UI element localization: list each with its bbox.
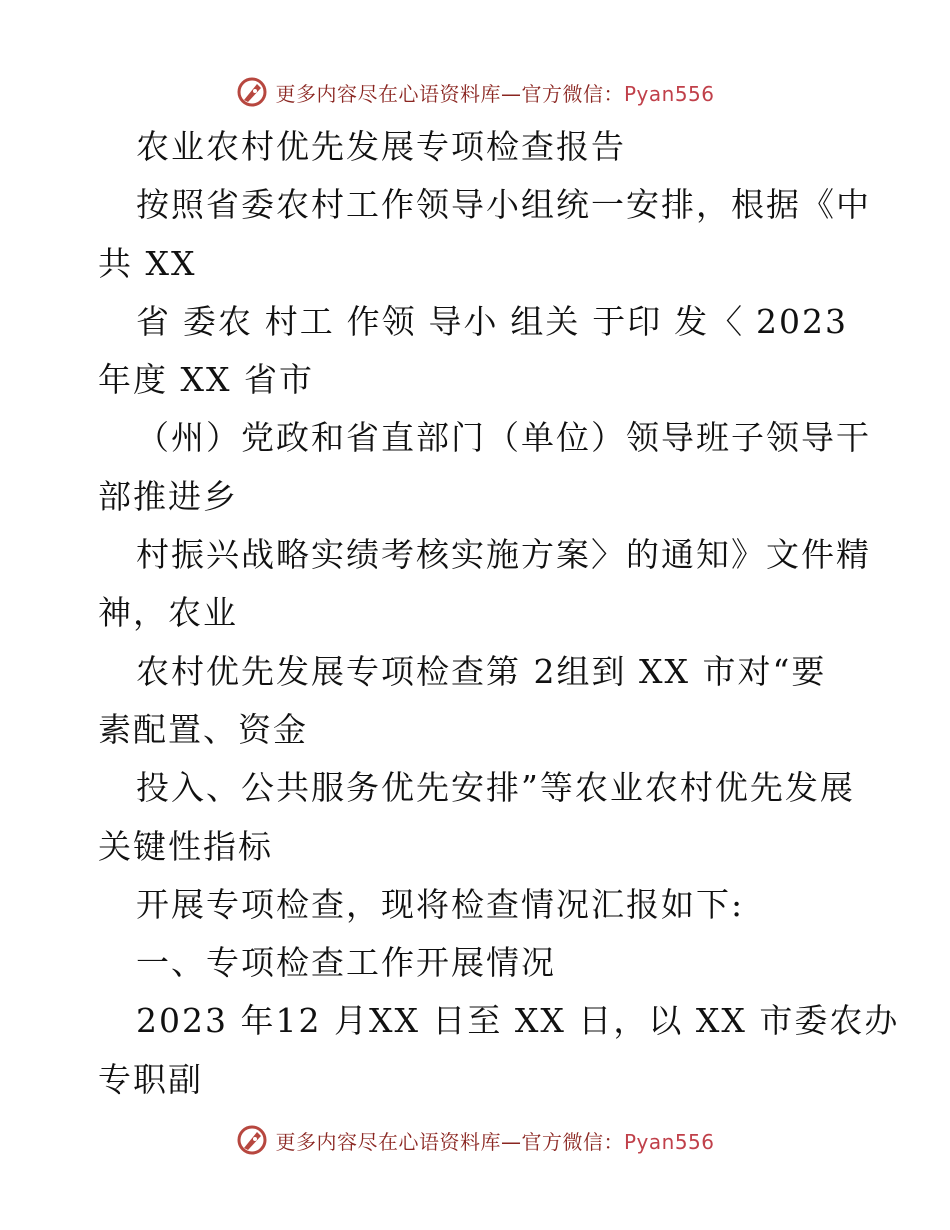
paragraph-line: 专职副: [98, 1059, 203, 1099]
spaced-text-chunk: 组关: [510, 301, 581, 341]
spaced-text-chunk: 导小: [428, 301, 499, 341]
pen-nib-logo-icon: [235, 75, 269, 109]
paragraph-line: 农村优先发展专项检查第 2组到 XX 市对“要: [136, 651, 827, 691]
spaced-text-chunk: 委农: [182, 301, 253, 341]
paragraph-line: 共 XX: [98, 243, 197, 283]
paragraph-line: 按照省委农村工作领导小组统一安排，根据《中: [136, 185, 871, 225]
paragraph-line-spaced: [98, 293, 848, 351]
paragraph-line: （州）党政和省直部门（单位）领导班子领导干: [136, 418, 871, 458]
document-body: [98, 118, 900, 1109]
paragraph-line: 神，农业: [98, 593, 238, 633]
watermark-wechat-id: Pyan556: [623, 81, 715, 106]
watermark-header: [0, 72, 950, 112]
section-heading: 一、专项检查工作开展情况: [136, 943, 556, 983]
watermark-text: 更多内容尽在心语资料库—官方微信：Pyan556: [275, 81, 715, 106]
pen-nib-logo-icon: [235, 1123, 269, 1157]
paragraph-line: 关键性指标: [98, 826, 273, 866]
paragraph-line: 部推进乡: [98, 476, 238, 516]
spaced-text-chunk: 作领: [346, 301, 417, 341]
paragraph-line: 开展专项检查，现将检查情况汇报如下:: [136, 884, 745, 924]
paragraph-line: 2023 年12 月XX 日至 XX 日，以 XX 市委农办: [136, 1001, 900, 1041]
paragraph-line: 素配置、资金: [98, 709, 308, 749]
watermark-wechat-id: Pyan556: [623, 1129, 715, 1154]
paragraph-line: 村振兴战略实绩考核实施方案〉的通知》文件精: [136, 535, 871, 575]
spaced-text-chunk: 2023: [756, 301, 848, 341]
spaced-text-chunk: 发〈: [674, 301, 745, 341]
spaced-text-chunk: 省: [136, 301, 171, 341]
watermark-footer: [0, 1120, 950, 1160]
paragraph-line: 投入、公共服务优先安排”等农业农村优先发展: [136, 768, 855, 808]
paragraph-line: 年度 XX 省市: [98, 360, 314, 400]
spaced-text-chunk: 于印: [592, 301, 663, 341]
document-title: 农业农村优先发展专项检查报告: [136, 127, 626, 166]
watermark-text: 更多内容尽在心语资料库—官方微信：Pyan556: [275, 1129, 715, 1154]
spaced-text-chunk: 村工: [264, 301, 335, 341]
